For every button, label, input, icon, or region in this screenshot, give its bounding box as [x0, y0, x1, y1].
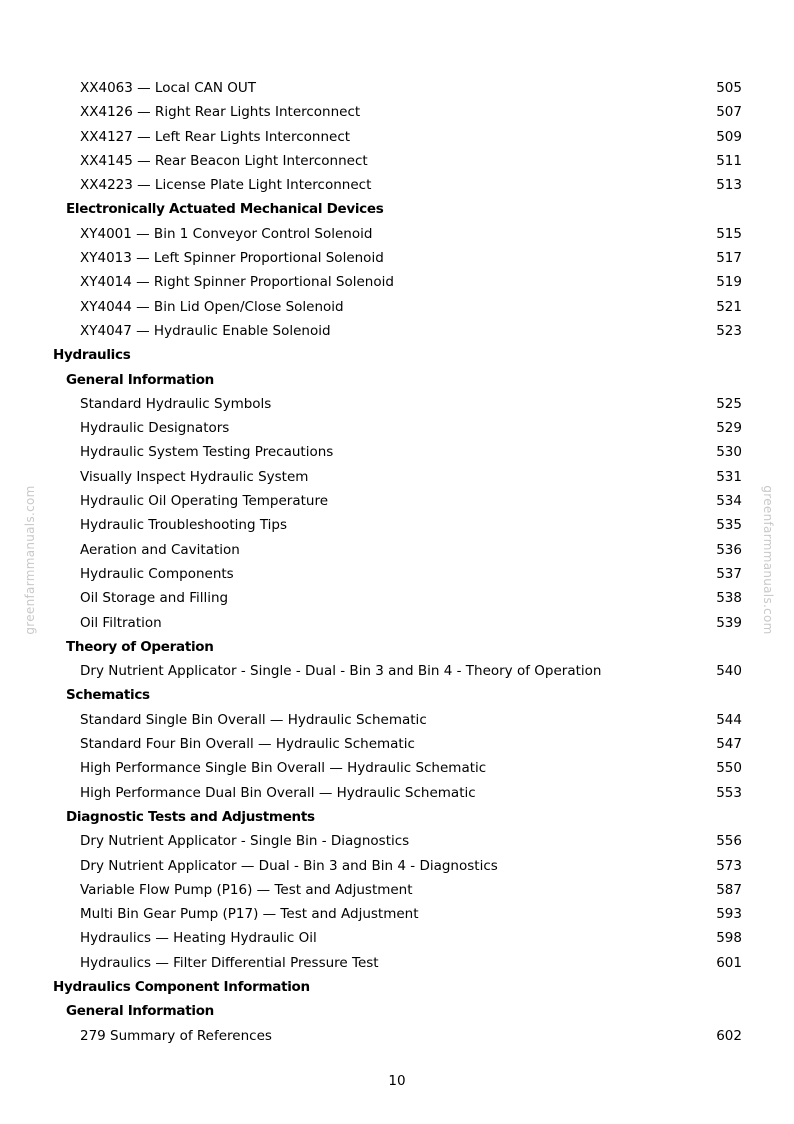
toc-entry-page: 531 — [716, 468, 742, 485]
toc-entry[interactable] — [0, 902, 794, 926]
toc-entry-title: XX4223 — License Plate Light Interconnect — [80, 177, 372, 194]
toc-entry[interactable] — [0, 781, 794, 805]
toc-entry[interactable] — [0, 829, 794, 853]
toc-entry[interactable] — [0, 149, 794, 173]
toc-entry[interactable] — [0, 926, 794, 950]
toc-entry-title: XX4127 — Left Rear Lights Interconnect — [80, 128, 351, 145]
toc-entry-title: Hydraulic Oil Operating Temperature — [80, 493, 329, 510]
toc-entry-page: 530 — [716, 444, 742, 461]
toc-entry-page: 587 — [716, 881, 742, 898]
watermark-left: greenfarmmanuals.com — [23, 485, 37, 635]
toc-entry-page: 507 — [716, 104, 742, 121]
toc-entry[interactable] — [0, 951, 794, 975]
toc-entry-title: Hydraulic System Testing Precautions — [80, 444, 334, 461]
toc-entry-title: Variable Flow Pump (P16) — Test and Adjustment — [80, 881, 413, 898]
toc-subheading — [0, 999, 794, 1023]
toc-entry-title: 279 Summary of References — [80, 1027, 272, 1044]
toc-entry-title: XY4013 — Left Spinner Proportional Solenoid — [80, 250, 384, 267]
toc-entry-title: XY4047 — Hydraulic Enable Solenoid — [80, 322, 331, 339]
toc-entry-page: 539 — [716, 614, 742, 631]
toc-entry-page: 509 — [716, 128, 742, 145]
toc-subheading — [0, 805, 794, 829]
toc-entry-title: High Performance Dual Bin Overall — Hydraulic Schematic — [80, 784, 476, 801]
toc-entry-page: 535 — [716, 517, 742, 534]
toc-entry-title: Electronically Actuated Mechanical Devices — [66, 201, 384, 218]
toc-entry[interactable] — [0, 732, 794, 756]
toc-entry-title: High Performance Single Bin Overall — Hydraulic Schematic — [80, 760, 487, 777]
toc-entry[interactable] — [0, 756, 794, 780]
toc-subheading — [0, 368, 794, 392]
toc-entry-title: XX4126 — Right Rear Lights Interconnect — [80, 104, 361, 121]
toc-entry-title: XX4063 — Local CAN OUT — [80, 80, 257, 96]
toc-entry[interactable] — [0, 611, 794, 635]
toc-entry-title: Schematics — [66, 687, 150, 704]
toc-entry-title: XY4001 — Bin 1 Conveyor Control Solenoid — [80, 225, 373, 242]
toc-entry-page: 525 — [716, 395, 742, 412]
toc-entry-title: Standard Single Bin Overall — Hydraulic Schematic — [80, 711, 427, 728]
toc-entry-title: General Information — [66, 1003, 214, 1020]
toc-entry[interactable] — [0, 562, 794, 586]
toc-entry-title: Hydraulics Component Information — [53, 978, 310, 995]
toc-entry[interactable] — [0, 125, 794, 149]
toc-entry[interactable] — [0, 246, 794, 270]
toc-entry-page: 547 — [716, 736, 742, 753]
toc-subheading — [0, 683, 794, 707]
toc-entry[interactable] — [0, 659, 794, 683]
toc-entry-page: 540 — [716, 663, 742, 680]
toc-entry[interactable] — [0, 440, 794, 464]
toc-entry-page: 536 — [716, 541, 742, 558]
toc-entry-title: Dry Nutrient Applicator — Dual - Bin 3 and Bin 4 - Diagnostics — [80, 857, 498, 874]
toc-entry-title: Standard Hydraulic Symbols — [80, 395, 272, 412]
toc-entry-page: 511 — [716, 152, 742, 169]
toc-entry[interactable] — [0, 222, 794, 246]
toc-entry-page: 515 — [716, 225, 742, 242]
toc-entry-title: Multi Bin Gear Pump (P17) — Test and Adjustment — [80, 906, 419, 923]
toc-subheading — [0, 635, 794, 659]
toc-entry-title: Diagnostic Tests and Adjustments — [66, 808, 315, 825]
page-number: 10 — [388, 1073, 406, 1089]
toc-entry-title: Hydraulics — [53, 347, 131, 364]
toc-entry[interactable] — [0, 319, 794, 343]
toc-entry-title: Oil Storage and Filling — [80, 590, 229, 607]
toc-entry[interactable] — [0, 173, 794, 197]
toc-entry-title: Hydraulics — Heating Hydraulic Oil — [80, 930, 317, 947]
toc-entry-page: 517 — [716, 250, 742, 267]
toc-entry-page: 523 — [716, 322, 742, 339]
toc-entry[interactable] — [0, 76, 794, 100]
toc-entry-title: Hydraulic Components — [80, 565, 234, 582]
toc-entry[interactable] — [0, 270, 794, 294]
toc-heading — [0, 975, 794, 999]
toc-entry-page: 538 — [716, 590, 742, 607]
toc-entry-page: 513 — [716, 177, 742, 194]
toc-entry-page: 544 — [716, 711, 742, 728]
toc-entry[interactable] — [0, 392, 794, 416]
toc-entry[interactable] — [0, 100, 794, 124]
toc-entry-page: 598 — [716, 930, 742, 947]
toc-entry-title: Standard Four Bin Overall — Hydraulic Schematic — [80, 736, 415, 753]
toc-entry[interactable] — [0, 465, 794, 489]
toc-subheading — [0, 197, 794, 221]
toc-entry-title: Dry Nutrient Applicator - Single - Dual - Bin 3 and Bin 4 - Theory of Operation — [80, 663, 602, 680]
toc-entry-page: 505 — [716, 80, 742, 96]
toc-entry-title: XY4044 — Bin Lid Open/Close Solenoid — [80, 298, 344, 315]
toc-entry-page: 537 — [716, 565, 742, 582]
toc-entry-page: 573 — [716, 857, 742, 874]
toc-entry[interactable] — [0, 489, 794, 513]
toc-entry[interactable] — [0, 295, 794, 319]
toc-entry-title: Hydraulic Troubleshooting Tips — [80, 517, 288, 534]
toc-entry-title: Theory of Operation — [66, 638, 214, 655]
watermark-right: greenfarmmanuals.com — [761, 485, 775, 635]
toc-entry[interactable] — [0, 538, 794, 562]
toc-entry-title: Aeration and Cavitation — [80, 541, 240, 558]
toc-entry-page: 601 — [716, 954, 742, 971]
toc-entry[interactable] — [0, 878, 794, 902]
toc-entry[interactable] — [0, 513, 794, 537]
toc-entry-title: XX4145 — Rear Beacon Light Interconnect — [80, 152, 368, 169]
toc-entry-title: Visually Inspect Hydraulic System — [80, 468, 309, 485]
toc-entry-title: Dry Nutrient Applicator - Single Bin - Diagnostics — [80, 833, 410, 850]
toc-entry-page: 602 — [716, 1027, 742, 1044]
toc-heading — [0, 343, 794, 367]
toc-entry-title: General Information — [66, 371, 214, 388]
toc-entry-page: 529 — [716, 420, 742, 437]
toc-entry-title: Oil Filtration — [80, 614, 162, 631]
toc-entry-page: 556 — [716, 833, 742, 850]
toc-entry-title: XY4014 — Right Spinner Proportional Solenoid — [80, 274, 394, 291]
toc-entry-page: 519 — [716, 274, 742, 291]
toc-entry-page: 521 — [716, 298, 742, 315]
toc-entry[interactable] — [0, 708, 794, 732]
toc-entry-page: 550 — [716, 760, 742, 777]
table-of-contents — [0, 76, 794, 1048]
toc-entry-page: 593 — [716, 906, 742, 923]
toc-entry[interactable] — [0, 416, 794, 440]
toc-entry[interactable] — [0, 854, 794, 878]
toc-entry-title: Hydraulics — Filter Differential Pressure Test — [80, 954, 379, 971]
toc-entry-page: 534 — [716, 493, 742, 510]
toc-entry[interactable] — [0, 1024, 794, 1048]
toc-entry-page: 553 — [716, 784, 742, 801]
toc-entry-title: Hydraulic Designators — [80, 420, 230, 437]
toc-entry[interactable] — [0, 586, 794, 610]
